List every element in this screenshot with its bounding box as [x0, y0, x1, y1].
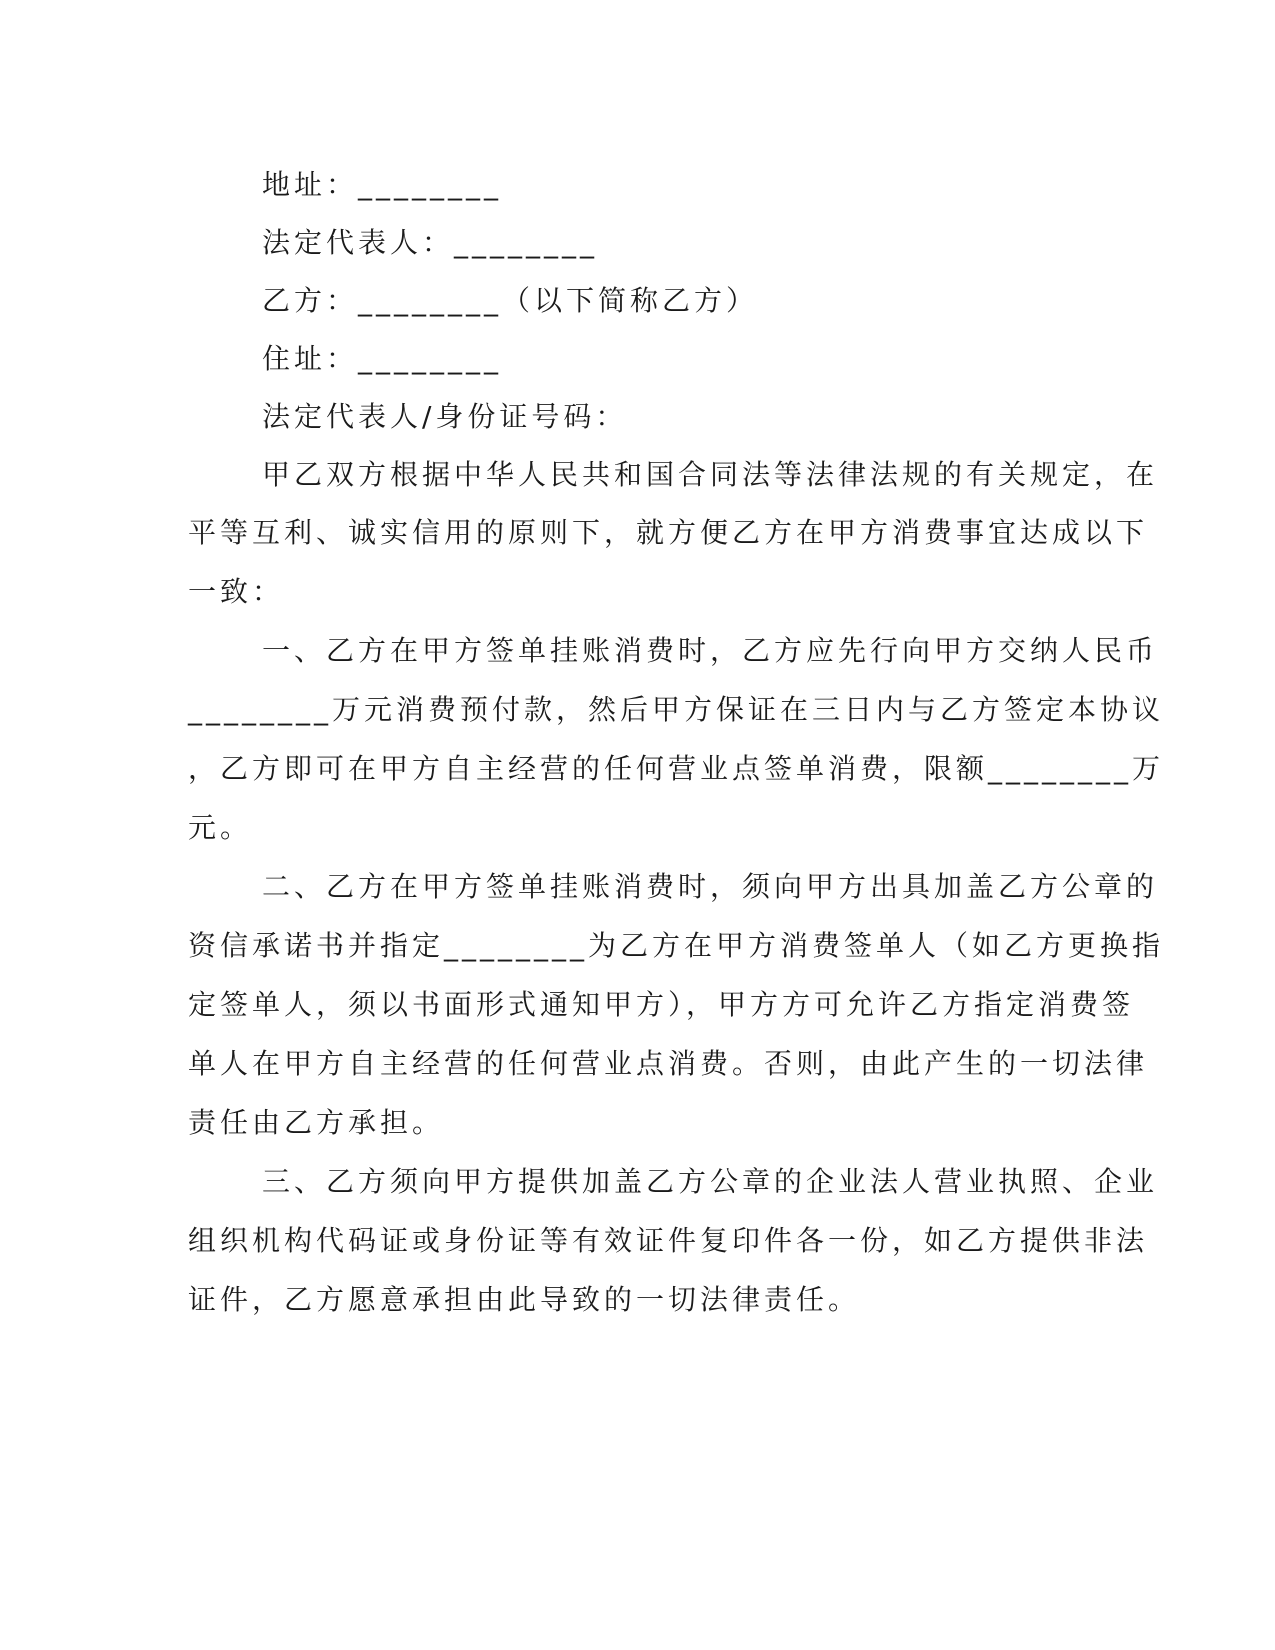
clause-1-line-2: ________万元消费预付款，然后甲方保证在三日内与乙方签定本协议 [188, 693, 1165, 726]
clause-2-line-4: 单人在甲方自主经营的任何营业点消费。否则，由此产生的一切法律 [188, 1047, 1149, 1080]
clause-3-line-3: 证件，乙方愿意承担由此导致的一切法律责任。 [188, 1283, 861, 1316]
clause-2-line-2: 资信承诺书并指定________为乙方在甲方消费签单人（如乙方更换指 [188, 929, 1165, 962]
party-b-line: 乙方：________（以下简称乙方） [262, 284, 759, 317]
party-a-address-line: 地址：________ [262, 168, 503, 201]
clause-3-line-1: 三、乙方须向甲方提供加盖乙方公章的企业法人营业执照、企业 [262, 1165, 1159, 1198]
clause-1-line-3: ，乙方即可在甲方自主经营的任何营业点签单消费，限额________万 [188, 752, 1165, 785]
clause-2-line-3: 定签单人，须以书面形式通知甲方），甲方方可允许乙方指定消费签 [188, 988, 1135, 1021]
clause-3-line-2: 组织机构代码证或身份证等有效证件复印件各一份，如乙方提供非法 [188, 1224, 1149, 1257]
party-b-address-line: 住址：________ [262, 342, 503, 375]
party-a-legal-representative-line: 法定代表人：________ [262, 226, 599, 259]
preamble-line-3: 一致： [188, 575, 285, 608]
clause-1-line-4: 元。 [188, 811, 253, 844]
clause-2-line-5: 责任由乙方承担。 [188, 1106, 445, 1139]
preamble-line-2: 平等互利、诚实信用的原则下，就方便乙方在甲方消费事宜达成以下 [188, 516, 1149, 549]
party-b-representative-id-line: 法定代表人/身份证号码： [262, 400, 628, 433]
clause-2-line-1: 二、乙方在甲方签单挂账消费时，须向甲方出具加盖乙方公章的 [262, 870, 1159, 903]
clause-1-line-1: 一、乙方在甲方签单挂账消费时，乙方应先行向甲方交纳人民币 [262, 634, 1159, 667]
preamble-line-1: 甲乙双方根据中华人民共和国合同法等法律法规的有关规定，在 [262, 458, 1159, 491]
